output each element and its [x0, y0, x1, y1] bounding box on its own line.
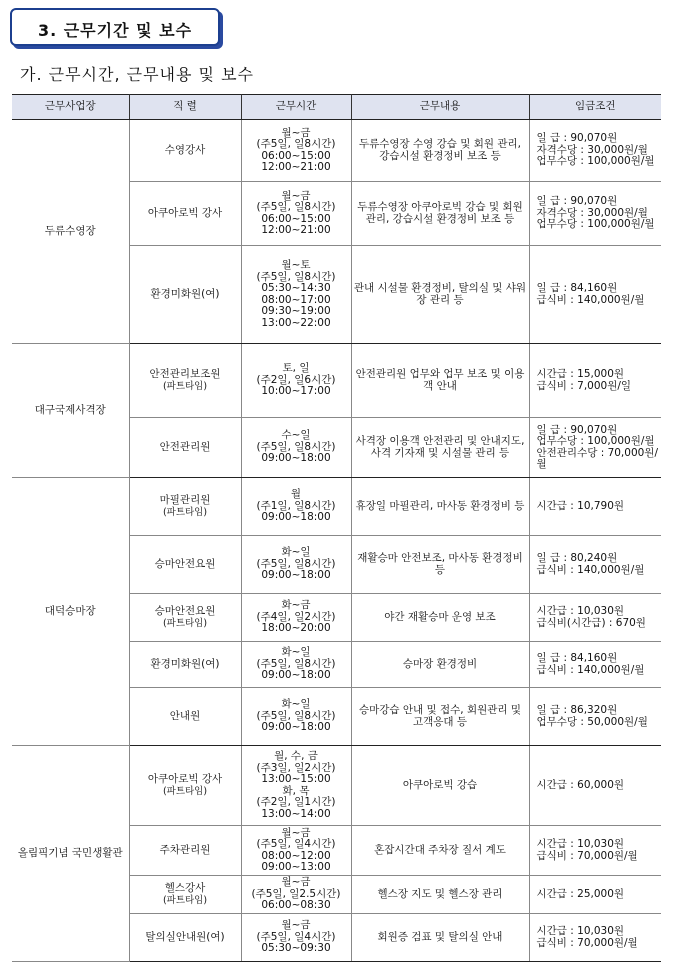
pay-line: 시간급 : 15,000원 [536, 368, 625, 380]
pay-line: 급식비 : 140,000원/월 [536, 293, 645, 306]
hours-line: (주3일, 일2시간) [256, 761, 336, 774]
job-subtitle: (파트타임) [162, 785, 208, 797]
title-cell [129, 914, 241, 962]
title-cell [129, 594, 241, 642]
duty-cell: 승마강습 안내 및 접수, 회원관리 및 고객응대 등 [351, 688, 529, 746]
job-title: 안내원 [169, 709, 201, 722]
job-title: 안전관리보조원 [149, 368, 221, 380]
pay-line: 시간급 : 60,000원 [536, 778, 625, 791]
hours-cell [241, 688, 351, 746]
hours-line: (주2일, 일1시간) [256, 796, 336, 808]
pay-line: 일 급 : 90,070원 [536, 132, 618, 145]
hours-line: (주1일, 일8시간) [256, 499, 336, 512]
pay-line: 시간급 : 10,790원 [536, 499, 625, 512]
pay-cell [529, 246, 661, 344]
table-row [12, 746, 661, 826]
hours-cell [241, 914, 351, 962]
hours-line: 월 [290, 488, 302, 501]
pay-cell [529, 478, 661, 536]
hours-line: 화~일 [281, 646, 311, 659]
pay-line: 업무수당 : 100,000원/월 [536, 218, 655, 231]
title-cell [129, 120, 241, 182]
place-cell: 대덕승마장 [12, 478, 129, 746]
hours-line: 08:00~12:00 [261, 849, 331, 862]
subtitle: 가. 근무시간, 근무내용 및 보수 [20, 65, 254, 84]
header-pay: 임금조건 [529, 95, 661, 120]
pay-cell [529, 746, 661, 826]
hours-line: (주5일, 일8시간) [256, 657, 336, 670]
pay-cell [529, 642, 661, 688]
job-title: 주차관리원 [159, 843, 211, 856]
hours-line: 06:00~15:00 [261, 149, 331, 162]
duty-cell: 두류수영장 수영 강습 및 회원 관리, 강습시설 환경정비 보조 등 [351, 120, 529, 182]
hours-line: (주2일, 일6시간) [256, 373, 336, 386]
job-title: 탈의실안내원(여) [145, 930, 225, 943]
hours-line: 09:00~18:00 [261, 721, 331, 734]
hours-line: 08:00~17:00 [261, 293, 331, 306]
hours-cell [241, 642, 351, 688]
pay-cell [529, 182, 661, 246]
duty-cell: 헬스장 지도 및 헬스장 관리 [351, 876, 529, 914]
pay-cell [529, 536, 661, 594]
job-title: 아쿠아로빅 강사 [147, 206, 223, 219]
job-title: 마필관리원 [159, 494, 211, 506]
title-cell [129, 642, 241, 688]
hours-line: (주5일, 일8시간) [256, 557, 336, 570]
pay-line: 업무수당 : 100,000원/월 [536, 155, 655, 168]
title-cell [129, 344, 241, 418]
pay-line: 급식비 : 70,000원/월 [536, 849, 638, 862]
hours-line: 06:00~15:00 [261, 212, 331, 225]
hours-line: (주5일, 일8시간) [256, 270, 336, 283]
pay-cell [529, 914, 661, 962]
hours-cell [241, 418, 351, 478]
duty-cell: 혼잡시간대 주차장 질서 계도 [351, 826, 529, 876]
hours-line: 09:00~18:00 [261, 511, 331, 524]
pay-cell [529, 120, 661, 182]
job-title: 승마안전요원 [154, 557, 216, 570]
hours-line: 05:30~14:30 [261, 282, 331, 294]
title-cell [129, 876, 241, 914]
hours-line: 05:30~09:30 [261, 942, 331, 955]
job-title: 환경미화원(여) [150, 657, 220, 670]
table-row [12, 478, 661, 536]
header-hours: 근무시간 [241, 95, 351, 120]
pay-line: 일 급 : 90,070원 [536, 423, 618, 436]
hours-line: 토, 일 [282, 362, 310, 375]
section-title-box [10, 8, 220, 46]
duty-cell: 회원증 검표 및 탈의실 안내 [351, 914, 529, 962]
hours-line: (주5일, 일8시간) [256, 138, 336, 150]
job-title: 수영강사 [164, 143, 206, 156]
pay-cell [529, 688, 661, 746]
header-title: 직 렬 [129, 95, 241, 120]
duty-cell: 두류수영장 아쿠아로빅 강습 및 회원 관리, 강습시설 환경정비 보조 등 [351, 182, 529, 246]
pay-line: 업무수당 : 50,000원/월 [536, 715, 648, 728]
hours-line: (주5일, 일4시간) [256, 838, 336, 850]
duty-cell: 사격장 이용객 안전관리 및 안내지도, 사격 기자재 및 시설물 관리 등 [351, 418, 529, 478]
duty-cell: 관내 시설물 환경정비, 탈의실 및 샤워장 관리 등 [351, 246, 529, 344]
header-row [12, 95, 661, 120]
job-subtitle: (파트타임) [162, 506, 208, 518]
title-cell [129, 826, 241, 876]
hours-line: (주5일, 일4시간) [256, 930, 336, 943]
pay-cell [529, 344, 661, 418]
pay-line: 급식비 : 7,000원/일 [536, 379, 632, 392]
job-title: 환경미화원(여) [150, 287, 220, 300]
duty-cell: 재활승마 안전보조, 마사동 환경정비 등 [351, 536, 529, 594]
section-title: 3. 근무기간 및 보수 [37, 21, 193, 40]
hours-line: 화~일 [281, 546, 311, 559]
title-cell [129, 418, 241, 478]
hours-line: 월~금 [281, 826, 311, 839]
pay-line: 일 급 : 90,070원 [536, 195, 618, 208]
pay-cell [529, 418, 661, 478]
hours-line: 수~일 [281, 429, 311, 442]
table-row [12, 344, 661, 418]
hours-cell [241, 876, 351, 914]
pay-line: 시간급 : 10,030원 [536, 605, 625, 617]
hours-line: 월~금 [281, 876, 311, 889]
hours-line: 월~금 [281, 189, 311, 202]
hours-line: 화~금 [281, 599, 311, 612]
pay-line: 업무수당 : 100,000원/월 [536, 435, 655, 447]
hours-line: 12:00~21:00 [261, 161, 331, 173]
hours-cell [241, 246, 351, 344]
table-row [12, 120, 661, 182]
hours-line: 09:00~18:00 [261, 569, 331, 582]
pay-line: 자격수당 : 30,000원/월 [536, 143, 648, 156]
hours-line: 13:00~22:00 [261, 316, 331, 329]
hours-line: 09:30~19:00 [261, 305, 331, 317]
hours-line: (주4일, 일2시간) [256, 610, 336, 623]
hours-line: 06:00~08:30 [261, 899, 331, 912]
hours-line: 월~금 [281, 919, 311, 932]
title-cell [129, 746, 241, 826]
job-title: 승마안전요원 [154, 605, 216, 617]
hours-line: 화~일 [281, 698, 311, 711]
pay-line: 자격수당 : 30,000원/월 [536, 206, 648, 219]
job-subtitle: (파트타임) [162, 894, 208, 906]
pay-line: 일 급 : 84,160원 [536, 652, 618, 664]
title-cell [129, 478, 241, 536]
hours-cell [241, 594, 351, 642]
hours-cell [241, 120, 351, 182]
pay-line: 시간급 : 10,030원 [536, 925, 625, 937]
hours-line: 18:00~20:00 [261, 622, 331, 635]
hours-line: 13:00~14:00 [261, 807, 331, 820]
title-cell [129, 536, 241, 594]
hours-line: 09:00~18:00 [261, 452, 331, 465]
duty-cell: 승마장 환경정비 [351, 642, 529, 688]
place-cell: 대구국제사격장 [12, 344, 129, 478]
title-cell [129, 246, 241, 344]
job-subtitle: (파트타임) [162, 380, 208, 392]
pay-line: 급식비 : 140,000원/월 [536, 563, 645, 576]
place-cell: 두류수영장 [12, 120, 129, 344]
hours-cell [241, 536, 351, 594]
hours-line: 09:00~13:00 [261, 861, 331, 873]
hours-line: (주5일, 일8시간) [256, 201, 336, 213]
title-cell [129, 182, 241, 246]
hours-line: 10:00~17:00 [261, 385, 331, 398]
header-place: 근무사업장 [12, 95, 129, 120]
hours-cell [241, 746, 351, 826]
header-duty: 근무내용 [351, 95, 529, 120]
hours-line: 12:00~21:00 [261, 224, 331, 236]
hours-line: (주5일, 일8시간) [256, 709, 336, 722]
pay-line: 급식비 : 140,000원/월 [536, 663, 645, 676]
job-subtitle: (파트타임) [162, 617, 208, 629]
title-cell [129, 688, 241, 746]
hours-line: 월~금 [281, 126, 311, 139]
job-title: 헬스강사 [164, 882, 206, 894]
pay-cell [529, 876, 661, 914]
hours-cell [241, 344, 351, 418]
pay-cell [529, 826, 661, 876]
job-title: 안전관리원 [159, 440, 211, 453]
job-title: 아쿠아로빅 강사 [147, 773, 223, 785]
hours-cell [241, 478, 351, 536]
hours-line: 화, 목 [282, 784, 310, 797]
hours-line: 월~토 [281, 259, 311, 271]
work-conditions-table [12, 94, 661, 962]
duty-cell: 휴장일 마필관리, 마사동 환경정비 등 [351, 478, 529, 536]
duty-cell: 안전관리원 업무와 업무 보조 및 이용객 안내 [351, 344, 529, 418]
hours-line: 월, 수, 금 [274, 750, 318, 762]
duty-cell: 아쿠아로빅 강습 [351, 746, 529, 826]
pay-line: 시간급 : 25,000원 [536, 887, 625, 900]
hours-cell [241, 182, 351, 246]
hours-line: (주5일, 일8시간) [256, 440, 336, 453]
pay-cell [529, 594, 661, 642]
hours-line: 09:00~18:00 [261, 669, 331, 682]
duty-cell: 야간 재활승마 운영 보조 [351, 594, 529, 642]
pay-line: 급식비(시간급) : 670원 [536, 616, 646, 629]
place-cell: 올림픽기념 국민생활관 [12, 746, 129, 962]
pay-line: 시간급 : 10,030원 [536, 838, 625, 850]
hours-cell [241, 826, 351, 876]
table-body [12, 120, 661, 962]
pay-line: 일 급 : 80,240원 [536, 552, 618, 564]
pay-line: 급식비 : 70,000원/월 [536, 936, 638, 949]
pay-line: 일 급 : 86,320원 [536, 704, 618, 716]
pay-line: 안전관리수당 : 70,000원/월 [536, 446, 658, 470]
pay-line: 일 급 : 84,160원 [536, 282, 618, 294]
hours-line: (주5일, 일2.5시간) [251, 887, 341, 900]
hours-line: 13:00~15:00 [261, 773, 331, 785]
